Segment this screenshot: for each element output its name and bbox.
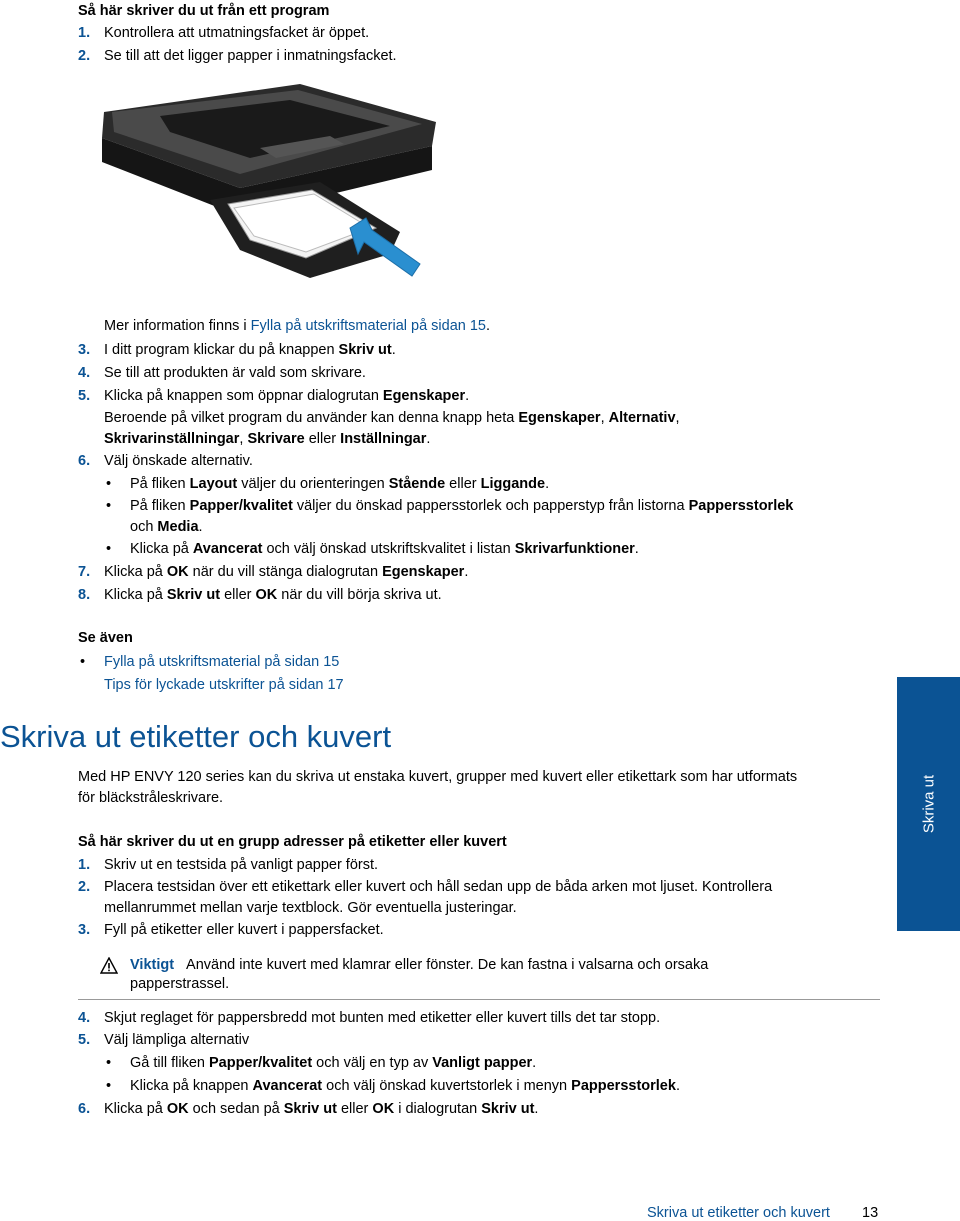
step-number: 6.: [78, 1101, 91, 1117]
step-number: 1.: [78, 857, 91, 873]
step-number: 5.: [78, 1032, 91, 1048]
text: och välj en typ av: [312, 1055, 433, 1071]
emphasis: Inställningar: [340, 431, 427, 447]
emphasis: OK: [255, 587, 278, 603]
step-text: Kontrollera att utmatningsfacket är öppet.: [104, 25, 370, 41]
text: väljer du önskad pappersstorlek och papperstyp från listorna: [292, 498, 689, 514]
more-info-suffix: .: [486, 318, 491, 334]
text: Klicka på: [104, 564, 167, 580]
step-text: Skjut reglaget för pappersbredd mot bunten med etiketter eller kuvert tills det tar stopp.: [104, 1010, 661, 1026]
text: Använd inte kuvert med klamrar eller fönster. De kan fastna i valsarna och orsaka: [186, 957, 709, 973]
text: i dialogrutan: [394, 1101, 482, 1117]
text: ,: [239, 431, 248, 447]
emphasis: Skriv ut: [338, 342, 392, 358]
warning-text-cont: papperstrassel.: [130, 976, 230, 992]
text: Beroende på vilket program du använder kan denna knapp heta: [104, 410, 519, 426]
bullet-item: [130, 1078, 680, 1094]
step-text: [104, 388, 469, 404]
text: och välj önskad utskriftskvalitet i listan: [262, 541, 515, 557]
step-number: 2.: [78, 879, 91, 895]
intro-line-2: för bläckstråleskrivare.: [78, 790, 224, 806]
printer-illustration: [100, 82, 440, 302]
emphasis: Skriv ut: [481, 1101, 535, 1117]
text: när du vill stänga dialogrutan: [188, 564, 383, 580]
bullet-mark: •: [106, 498, 112, 514]
side-tab-label: Skriva ut: [920, 774, 937, 834]
text: väljer du orienteringen: [237, 476, 389, 492]
step-text: Se till att produkten är vald som skrivare.: [104, 365, 366, 381]
text: Klicka på knappen: [130, 1078, 253, 1094]
emphasis: Skrivarinställningar: [104, 431, 240, 447]
intro-line-1: Med HP ENVY 120 series kan du skriva ut enstaka kuvert, grupper med kuvert eller etikettark som har utformats: [78, 769, 798, 785]
step-number: 3.: [78, 922, 91, 938]
bullet-item: [130, 541, 639, 557]
warning-divider: [78, 999, 880, 1000]
text: .: [426, 431, 431, 447]
step-text: [104, 564, 468, 580]
text: .: [465, 388, 470, 404]
emphasis: Skrivarfunktioner: [514, 541, 635, 557]
emphasis: Skriv ut: [166, 587, 221, 603]
page-number: 13: [862, 1205, 879, 1221]
step-number: 7.: [78, 564, 91, 580]
bullet-mark: •: [106, 476, 112, 492]
emphasis: OK: [372, 1101, 395, 1117]
bullet-item-cont: [130, 519, 203, 535]
step-number: 3.: [78, 342, 91, 358]
text: .: [545, 476, 550, 492]
see-also-title: Se även: [78, 630, 133, 646]
see-also-link[interactable]: Fylla på utskriftsmaterial på sidan 15: [104, 654, 340, 670]
bullet-mark: •: [106, 1078, 112, 1094]
text: I ditt program klickar du på knappen: [104, 342, 339, 358]
emphasis: Papper/kvalitet: [208, 1055, 313, 1071]
text: .: [634, 541, 639, 557]
emphasis: Pappersstorlek: [688, 498, 794, 514]
more-info-link[interactable]: Fylla på utskriftsmaterial på sidan 15: [250, 318, 486, 334]
step-text: Skriv ut en testsida på vanligt papper först.: [104, 857, 379, 873]
emphasis: Egenskaper: [518, 410, 601, 426]
text: när du vill börja skriva ut.: [277, 587, 442, 603]
see-also-link[interactable]: Tips för lyckade utskrifter på sidan 17: [104, 677, 344, 693]
warning-label: Viktigt: [130, 957, 175, 973]
text: .: [464, 564, 469, 580]
section-title: Skriva ut etiketter och kuvert: [0, 719, 392, 754]
emphasis: OK: [166, 564, 189, 580]
text: och välj önskad kuvertstorlek i menyn: [322, 1078, 572, 1094]
step-number: 4.: [78, 1010, 91, 1026]
step-number: 5.: [78, 388, 91, 404]
emphasis: Skrivare: [247, 431, 305, 447]
step-text: [104, 342, 396, 358]
heading-print-from-program: Så här skriver du ut från ett program: [78, 3, 330, 19]
emphasis: Media: [157, 519, 199, 535]
emphasis: Vanligt papper: [432, 1055, 533, 1071]
text: ,: [600, 410, 609, 426]
bullet-mark: •: [80, 654, 86, 670]
emphasis: Papper/kvalitet: [189, 498, 293, 514]
text: .: [198, 519, 203, 535]
more-info-prefix: Mer information finns i: [104, 318, 251, 334]
text: Gå till fliken: [130, 1055, 209, 1071]
step-number: 8.: [78, 587, 91, 603]
text: Klicka på: [130, 541, 193, 557]
step-text: Se till att det ligger papper i inmatningsfacket.: [104, 48, 397, 64]
emphasis: Avancerat: [252, 1078, 323, 1094]
text: Klicka på knappen som öppnar dialogrutan: [104, 388, 383, 404]
step-number: 4.: [78, 365, 91, 381]
text: eller: [336, 1101, 373, 1117]
text: På fliken: [130, 476, 190, 492]
text: På fliken: [130, 498, 190, 514]
emphasis: Liggande: [480, 476, 546, 492]
footer-title: Skriva ut etiketter och kuvert: [647, 1205, 830, 1221]
step-text: [104, 1101, 538, 1117]
emphasis: Layout: [189, 476, 238, 492]
text: .: [534, 1101, 539, 1117]
bullet-item: [130, 498, 793, 514]
step-number: 6.: [78, 453, 91, 469]
text: .: [532, 1055, 537, 1071]
text: ,: [675, 410, 680, 426]
bullet-item: [130, 1055, 536, 1071]
text: eller: [304, 431, 341, 447]
warning-text: [130, 957, 708, 973]
emphasis: Pappersstorlek: [571, 1078, 676, 1094]
step-number: 2.: [78, 48, 91, 64]
emphasis: Skriv ut: [283, 1101, 337, 1117]
warning-icon: [100, 957, 118, 974]
text: .: [675, 1078, 680, 1094]
heading-labels: Så här skriver du ut en grupp adresser på etiketter eller kuvert: [78, 834, 507, 850]
step-text-cont: mellanrummet mellan varje textblock. Gör eventuella justeringar.: [104, 900, 517, 916]
step-text: Fyll på etiketter eller kuvert i pappersfacket.: [104, 922, 384, 938]
emphasis: Egenskaper: [382, 388, 466, 404]
text: Klicka på: [104, 1101, 167, 1117]
emphasis: OK: [166, 1101, 189, 1117]
step-text: Välj lämpliga alternativ: [104, 1032, 250, 1048]
emphasis: Alternativ: [608, 410, 676, 426]
text: .: [391, 342, 396, 358]
emphasis: Egenskaper: [382, 564, 465, 580]
bullet-item: [130, 476, 549, 492]
emphasis: Stående: [388, 476, 446, 492]
text: eller: [220, 587, 256, 603]
step-text: Välj önskade alternativ.: [104, 453, 253, 469]
text: och sedan på: [188, 1101, 284, 1117]
step-number: 1.: [78, 25, 91, 41]
more-info: [104, 318, 490, 334]
emphasis: Avancerat: [192, 541, 263, 557]
side-chapter-tab: [897, 677, 960, 931]
step-text: Placera testsidan över ett etikettark eller kuvert och håll sedan upp de båda arken mot ljuset. Kontrollera: [104, 879, 773, 895]
bullet-mark: •: [106, 1055, 112, 1071]
text: och: [130, 519, 158, 535]
bullet-mark: •: [106, 541, 112, 557]
step-note-cont: [104, 431, 430, 447]
text: eller: [445, 476, 481, 492]
step-text: [104, 587, 442, 603]
step-note: [104, 410, 680, 426]
text: Klicka på: [104, 587, 167, 603]
